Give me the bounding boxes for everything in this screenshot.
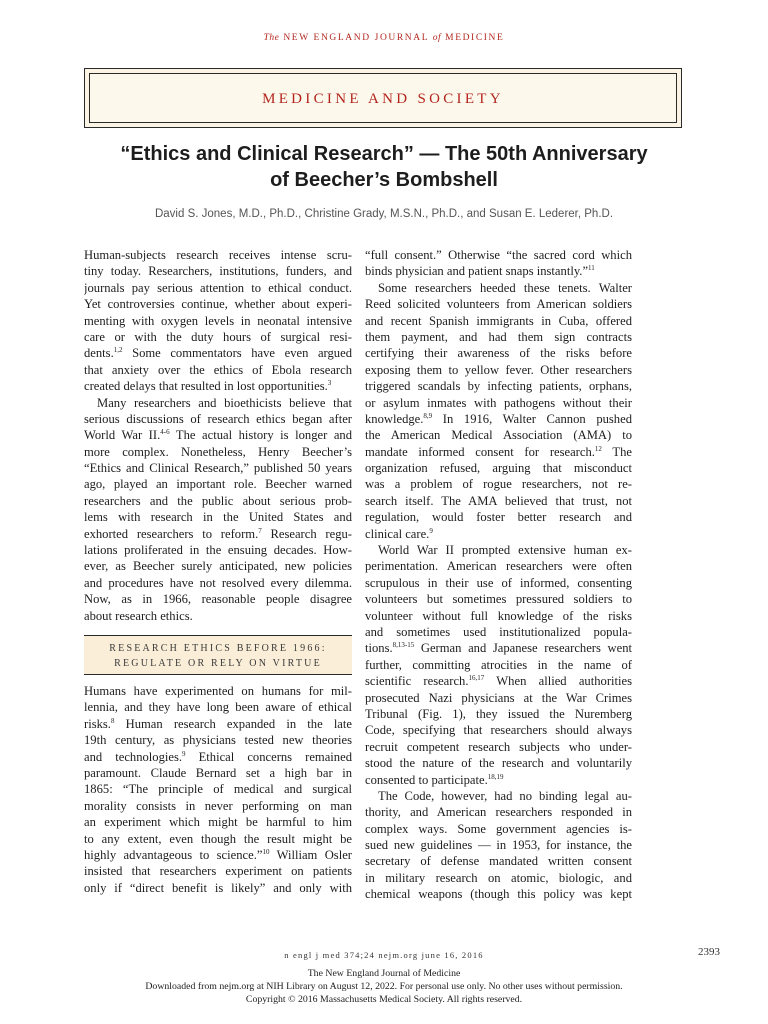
- body-text-line: sued new guidelines — in 1953, for instance, the: [365, 838, 632, 853]
- body-text-line: Code, specifying that researchers should always: [365, 723, 632, 738]
- body-text-line: certifying their awareness of the risks before: [365, 346, 632, 361]
- body-text-line: World War II.$^{4-6}$ The actual history is longer and: [84, 428, 352, 443]
- right-column: [365, 247, 632, 903]
- body-text-line: Reed solicited volunteers from American soldiers: [365, 297, 632, 312]
- journal-prefix: The: [263, 33, 280, 43]
- body-text-line: lations proliferated in the ensuing decades. How-: [84, 543, 352, 558]
- section-title: MEDICINE AND SOCIETY: [262, 91, 504, 107]
- journal-name-part-b: MEDICINE: [445, 33, 505, 43]
- body-text-line: only if “direct benefit is likely” and only with: [84, 880, 352, 895]
- body-text-line: secretary of defense mandated written consent: [365, 854, 632, 869]
- body-text-line: thority, and American researchers responded in: [365, 805, 632, 820]
- subhead-line: REGULATE OR RELY ON VIRTUE: [114, 658, 322, 669]
- body-text-line: was a problem of rogue researchers, not re-: [365, 477, 632, 492]
- left-column-top: [84, 247, 352, 624]
- body-text-line: the American Medical Association (AMA) to: [365, 428, 632, 443]
- body-text-line: risks.$^8$ Human research expanded in the late: [84, 716, 352, 731]
- body-text-line: researchers and the public about serious prob-: [84, 493, 352, 508]
- notice-line: Copyright © 2016 Massachusetts Medical Society. All rights reserved.: [245, 994, 523, 1005]
- body-text-line: 19th century, as physicians tested new theories: [84, 733, 352, 748]
- author-byline: David S. Jones, M.D., Ph.D., Christine Grady, M.S.N., Ph.D., and Susan E. Lederer, Ph.D.: [154, 208, 614, 220]
- body-text-line: consented to participate.$^{18,19}$: [365, 772, 504, 787]
- body-text-line: them payment, and had them sign contracts: [365, 329, 632, 344]
- body-text-line: triggered scandals by infecting patients, orphans,: [365, 379, 632, 394]
- body-text-line: World War II prompted extensive human ex-: [378, 543, 632, 558]
- body-text-line: morality consists in never performing on man: [84, 798, 352, 813]
- body-text-line: prosecuted Nazi physicians at the War Crimes: [365, 690, 632, 705]
- journal-running-head: [0, 33, 768, 43]
- body-text-line: or asylum inmates with pathogens without their: [365, 395, 632, 410]
- left-column-bottom: [84, 683, 352, 896]
- notice-line: Downloaded from nejm.org at NIH Library on August 12, 2022. For personal use only. No other uses without permission.: [145, 981, 623, 992]
- body-text-line: 1865: “The principle of medical and surgical: [84, 782, 352, 797]
- journal-name-part-a: NEW ENGLAND JOURNAL: [283, 33, 429, 43]
- body-text-line: recruit competent research subjects who under-: [365, 739, 632, 754]
- body-text-line: about research ethics.: [84, 608, 193, 623]
- journal-of: of: [432, 33, 442, 43]
- body-text-line: organization refused, arguing that misconduct: [365, 461, 632, 476]
- body-text-line: tiny today. Researchers, institutions, funders, and: [84, 264, 352, 279]
- body-text-line: an experiment which might be harmful to him: [84, 815, 352, 830]
- download-notice: [0, 967, 768, 1006]
- body-text-line: lennia, and they have long been aware of ethical: [84, 700, 352, 715]
- body-text-line: ago, played an important role. Beecher warned: [84, 477, 352, 492]
- notice-line: The New England Journal of Medicine: [307, 968, 461, 979]
- body-text-line: Humans have experimented on humans for mil-: [84, 684, 352, 698]
- body-text-line: that anxiety over the ethics of Ebola research: [84, 362, 352, 377]
- body-text-line: mandate informed consent for research.$^{12}$ The: [365, 444, 632, 459]
- body-text-line: exhorted researchers to reform.$^7$ Research regu-: [84, 526, 352, 541]
- body-text-line: insisted that researchers experiment on patients: [84, 864, 352, 879]
- body-text-line: chemical weapons (though this policy was kept: [365, 887, 632, 902]
- body-text-line: volunteer without full knowledge of the risks: [365, 608, 632, 623]
- body-text-line: Human-subjects research receives intense scru-: [84, 248, 352, 262]
- body-text-line: more complex. Nonetheless, Henry Beecher’s: [84, 444, 352, 459]
- body-text-line: regulation, would foster better research and: [365, 510, 632, 525]
- body-text-line: menting with oxygen levels in neonatal intensive: [84, 313, 352, 328]
- article-title: [60, 141, 708, 193]
- body-text-line: scientific research.$^{16,17}$ When allied authorities: [365, 673, 632, 689]
- body-text-line: paramount. Claude Bernard set a high bar in: [84, 765, 352, 780]
- body-text-line: “Ethics and Clinical Research,” published 50 years: [84, 461, 352, 476]
- body-text-line: clinical care.$^9$: [365, 526, 433, 541]
- body-text-line: “full consent.” Otherwise “the sacred cord which: [365, 248, 632, 262]
- page-number: 2393: [698, 946, 720, 958]
- section-subhead: [84, 635, 352, 675]
- body-text-line: volunteers but sometimes pressured soldiers to: [365, 592, 632, 607]
- body-text-line: journals pay serious attention to ethical conduct.: [84, 280, 352, 295]
- body-text-line: stood the nature of the research and voluntarily: [365, 756, 632, 771]
- footer-citation: n engl j med 374;24 nejm.org june 16, 2016: [284, 950, 484, 960]
- section-banner: [84, 68, 682, 128]
- body-text-line: perimentation. American researchers were often: [365, 559, 632, 574]
- body-text-line: created delays that resulted in lost opportunities.$^3$: [84, 378, 332, 394]
- body-text-line: scrupulous in their use of informed, consenting: [365, 575, 632, 590]
- body-text-line: Yet controversies continue, whether about experi-: [84, 297, 352, 312]
- body-text-line: tions.$^{8,13-15}$ German and Japanese researchers went: [365, 641, 632, 656]
- body-text-line: exposing them to yellow fever. Other researchers: [365, 362, 632, 377]
- body-text-line: further, committing atrocities in the name of: [365, 657, 632, 672]
- subhead-line: RESEARCH ETHICS BEFORE 1966:: [109, 643, 327, 654]
- body-text-line: serious discussions of research ethics began after: [84, 411, 352, 426]
- body-text-line: and procedures have not resolved every dilemma.: [84, 575, 352, 590]
- body-text-line: highly advantageous to science.”$^{10}$ William Osler: [84, 847, 352, 862]
- body-text-line: knowledge.$^{8,9}$ In 1916, Walter Cannon pushed: [365, 411, 632, 426]
- body-text-line: Many researchers and bioethicists believe that: [97, 395, 352, 410]
- body-text-line: and sometimes used institutionalized popula-: [365, 624, 632, 639]
- body-text-line: to any extent, even though the result might be: [84, 831, 352, 846]
- body-text-line: ever, as Beecher surely anticipated, new policies: [84, 559, 352, 574]
- body-text-line: in military research on atomic, biologic, and: [365, 870, 632, 885]
- article-title-line: “Ethics and Clinical Research” — The 50th Anniversary: [120, 143, 648, 165]
- article-title-line: of Beecher’s Bombshell: [270, 169, 498, 191]
- body-text-line: search itself. The AMA believed that trust, not: [365, 493, 632, 508]
- body-text-line: Tribunal (Fig. 1), they issued the Nuremberg: [365, 706, 632, 721]
- body-text-line: dents.$^{1,2}$ Some commentators have even argued: [84, 346, 352, 361]
- body-text-line: Some researchers heeded these tenets. Walter: [378, 280, 632, 295]
- body-text-line: binds physician and patient snaps instantly.”$^{11}$: [365, 264, 595, 279]
- body-text-line: and technologies.$^9$ Ethical concerns remained: [84, 749, 352, 764]
- body-text-line: care or with the duty hours of surgical resi-: [84, 329, 352, 344]
- body-text-line: complex ways. Some government agencies is-: [365, 821, 632, 836]
- body-text-line: Now, as in 1966, reasonable people disagree: [84, 592, 352, 607]
- body-text-line: The Code, however, had no binding legal au-: [378, 788, 632, 803]
- body-text-line: and recent Spanish immigrants in Cuba, offered: [365, 313, 632, 328]
- body-text-line: lems with research in the United States and: [84, 510, 352, 525]
